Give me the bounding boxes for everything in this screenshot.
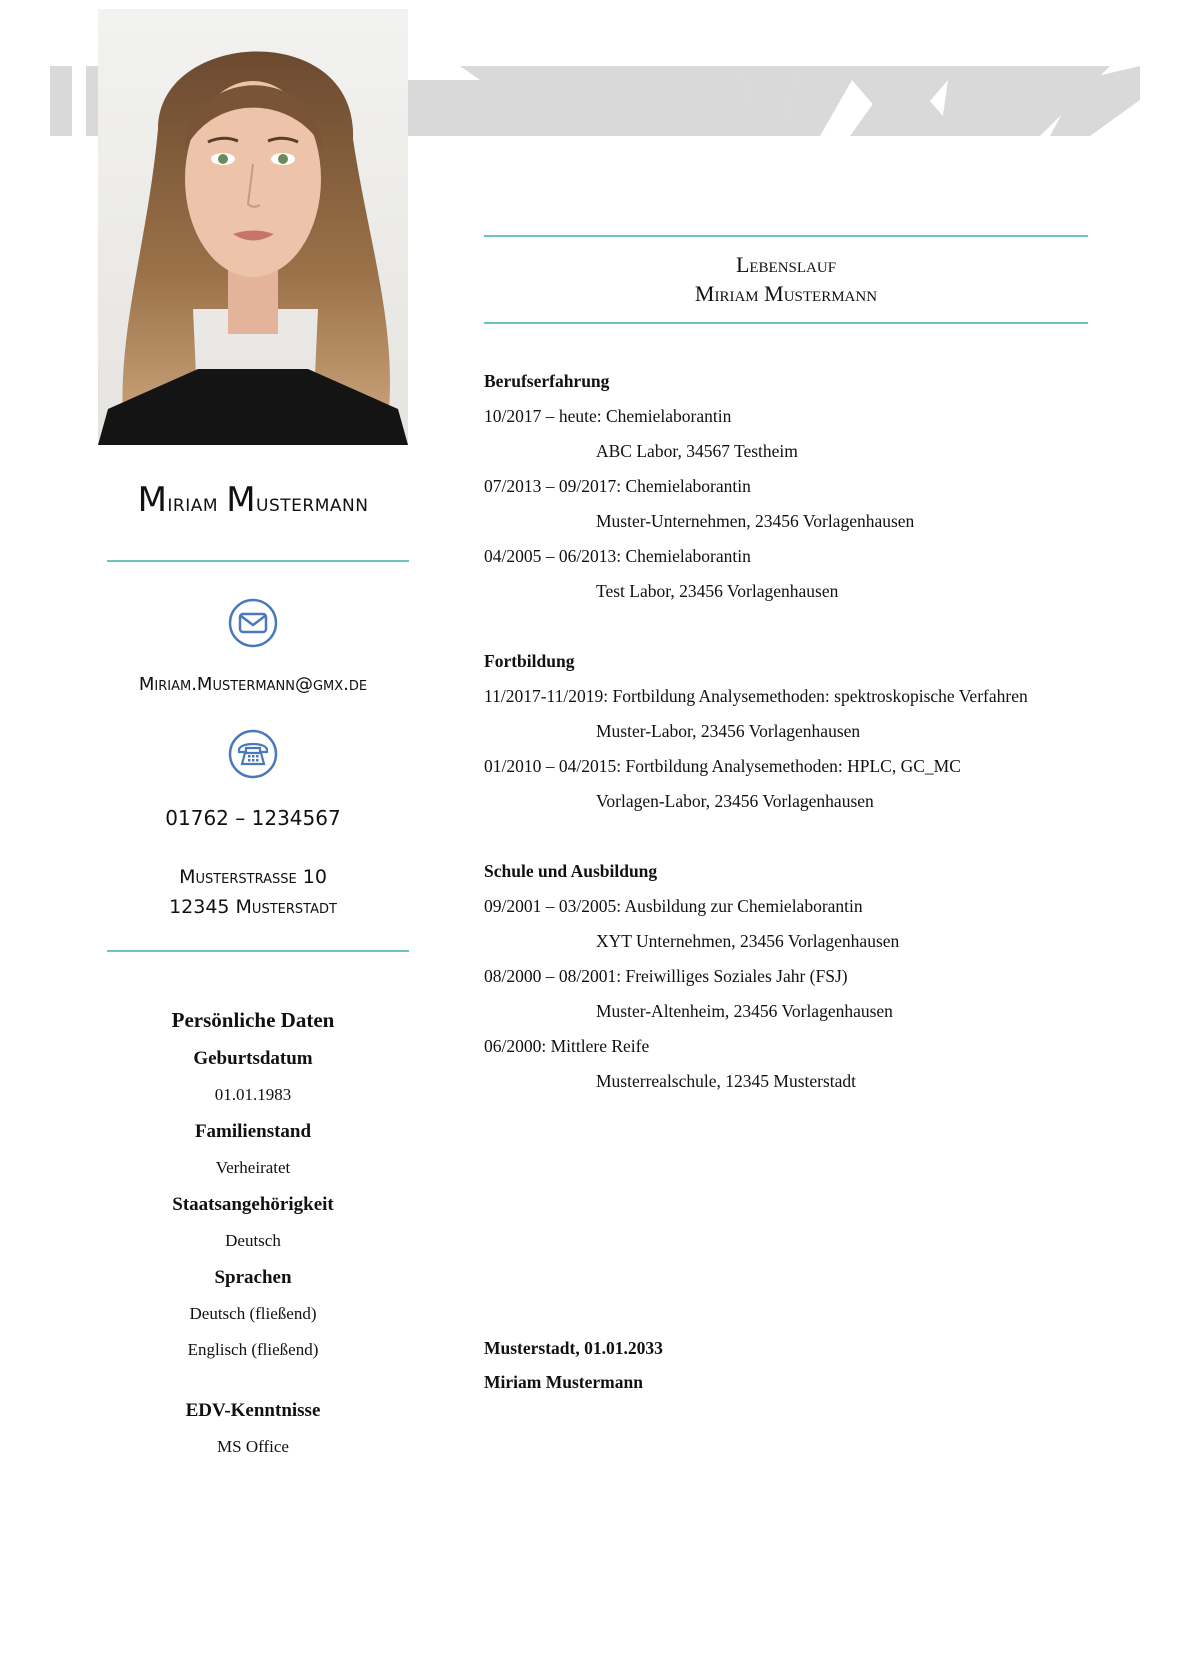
experience-entry: 07/2013 – 09/2017: Chemielaborantin bbox=[484, 476, 751, 496]
personal-data-section bbox=[98, 1000, 408, 1465]
email-address[interactable]: Miriam.Mustermann@gmx.de bbox=[138, 674, 368, 695]
name-last-rest: ustermann bbox=[256, 489, 369, 517]
telephone-icon bbox=[228, 729, 278, 779]
it-skills-heading: EDV-Kenntnisse bbox=[185, 1400, 321, 1421]
training-entry: 11/2017-11/2019: Fortbildung Analysemethoden: spektroskopische Verfahren bbox=[484, 686, 1028, 706]
experience-heading: Berufserfahrung bbox=[484, 371, 610, 391]
nationality-value: Deutsch bbox=[225, 1231, 281, 1250]
birthdate-value: 01.01.1983 bbox=[214, 1085, 292, 1104]
cv-main-content bbox=[484, 364, 1094, 1099]
training-heading: Fortbildung bbox=[484, 651, 575, 671]
it-skills-value: MS Office bbox=[217, 1437, 289, 1456]
education-entry: 08/2000 – 08/2001: Freiwilliges Soziales Jahr (FSJ) bbox=[484, 966, 848, 986]
education-institution: Muster-Altenheim, 23456 Vorlagenhausen bbox=[596, 1001, 893, 1021]
header-name: Miriam Mustermann bbox=[694, 281, 878, 306]
training-provider: Vorlagen-Labor, 23456 Vorlagenhausen bbox=[596, 791, 874, 811]
experience-employer: Test Labor, 23456 Vorlagenhausen bbox=[596, 581, 839, 601]
education-institution: Musterrealschule, 12345 Musterstadt bbox=[596, 1071, 857, 1091]
address-city: 12345 Musterstadt bbox=[169, 896, 337, 918]
training-entry: 01/2010 – 04/2015: Fortbildung Analysemethoden: HPLC, GC_MC bbox=[484, 756, 961, 776]
experience-employer: ABC Labor, 34567 Testheim bbox=[596, 441, 798, 461]
address-street: Musterstrasse 10 bbox=[179, 866, 327, 888]
education-heading: Schule und Ausbildung bbox=[484, 861, 658, 881]
phone-number[interactable]: 01762 – 1234567 bbox=[165, 806, 341, 830]
education-entry: 09/2001 – 03/2005: Ausbildung zur Chemielaborantin bbox=[484, 896, 863, 916]
name-first-initial: M bbox=[137, 480, 168, 520]
nationality-label: Staatsangehörigkeit bbox=[172, 1194, 334, 1215]
document-title: Lebenslauf bbox=[735, 252, 837, 277]
sidebar-divider-bottom bbox=[107, 950, 409, 952]
personal-data-heading: Persönliche Daten bbox=[171, 1008, 335, 1032]
languages-label: Sprachen bbox=[214, 1267, 292, 1288]
profile-photo bbox=[98, 9, 408, 445]
education-institution: XYT Unternehmen, 23456 Vorlagenhausen bbox=[596, 931, 900, 951]
sidebar-name bbox=[98, 480, 408, 520]
sidebar-divider-top bbox=[107, 560, 409, 562]
document-header bbox=[484, 250, 1088, 308]
name-last-initial: M bbox=[226, 480, 257, 520]
signature-name: Miriam Mustermann bbox=[484, 1372, 643, 1392]
signature-block bbox=[484, 1331, 663, 1399]
header-rule-top bbox=[484, 235, 1088, 237]
language-item: Deutsch (fließend) bbox=[189, 1304, 317, 1323]
name-first-rest: iriam bbox=[167, 489, 219, 517]
postal-address bbox=[98, 862, 408, 922]
language-item: Englisch (fließend) bbox=[187, 1340, 319, 1359]
header-rule-bottom bbox=[484, 322, 1088, 324]
experience-employer: Muster-Unternehmen, 23456 Vorlagenhausen bbox=[596, 511, 915, 531]
experience-entry: 10/2017 – heute: Chemielaborantin bbox=[484, 406, 732, 426]
experience-entry: 04/2005 – 06/2013: Chemielaborantin bbox=[484, 546, 751, 566]
signature-place-date: Musterstadt, 01.01.2033 bbox=[484, 1338, 663, 1358]
marital-status-label: Familienstand bbox=[194, 1121, 312, 1142]
training-provider: Muster-Labor, 23456 Vorlagenhausen bbox=[596, 721, 861, 741]
marital-status-value: Verheiratet bbox=[215, 1158, 291, 1177]
birthdate-label: Geburtsdatum bbox=[193, 1048, 313, 1069]
envelope-icon bbox=[228, 598, 278, 648]
education-entry: 06/2000: Mittlere Reife bbox=[484, 1036, 650, 1056]
